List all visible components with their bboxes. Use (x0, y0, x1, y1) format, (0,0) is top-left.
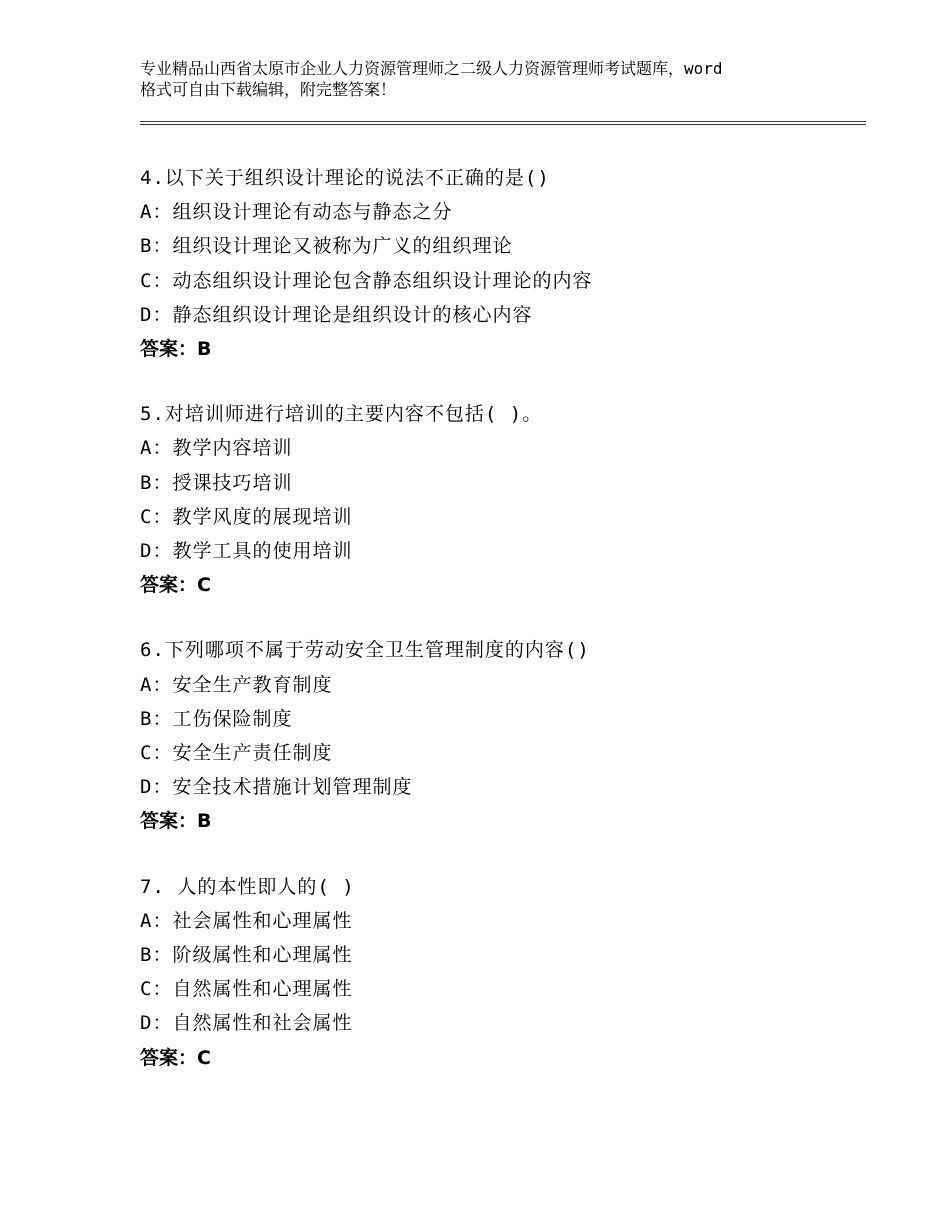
question-4 (140, 161, 866, 366)
answer-label: 答案：C (140, 574, 211, 597)
option-c: C：动态组织设计理论包含静态组织设计理论的内容 (140, 269, 593, 292)
option-c: C：安全生产责任制度 (140, 742, 333, 765)
question-5 (140, 397, 866, 602)
option-c: C：自然属性和心理属性 (140, 978, 353, 1001)
header-divider-bottom (140, 124, 866, 125)
question-7 (140, 870, 866, 1075)
header-line-1: 专业精品山西省太原市企业人力资源管理师之二级人力资源管理师考试题库，word (140, 59, 723, 78)
question-stem: 4.以下关于组织设计理论的说法不正确的是() (140, 167, 550, 189)
option-d: D：静态组织设计理论是组织设计的核心内容 (140, 303, 533, 326)
option-a: A：教学内容培训 (140, 437, 293, 460)
document-header (140, 58, 840, 100)
option-a: A：安全生产教育制度 (140, 673, 333, 696)
option-b: B：组织设计理论又被称为广义的组织理论 (140, 235, 513, 258)
header-line-2: 格式可自由下载编辑，附完整答案！ (140, 80, 397, 99)
header-divider-top (140, 121, 866, 122)
option-b: B：工伤保险制度 (140, 707, 293, 730)
answer-label: 答案：B (140, 810, 212, 833)
question-6 (140, 633, 866, 838)
option-d: D：教学工具的使用培训 (140, 540, 353, 563)
question-stem: 6.下列哪项不属于劳动安全卫生管理制度的内容() (140, 639, 590, 662)
option-d: D：安全技术措施计划管理制度 (140, 776, 413, 799)
option-d: D：自然属性和社会属性 (140, 1012, 353, 1035)
question-stem: 7. 人的本性即人的( ) (140, 875, 355, 898)
option-a: A：组织设计理论有动态与静态之分 (140, 201, 453, 224)
option-a: A：社会属性和心理属性 (140, 909, 353, 932)
option-b: B：阶级属性和心理属性 (140, 944, 353, 967)
option-b: B：授课技巧培训 (140, 471, 293, 494)
answer-label: 答案：C (140, 1046, 211, 1069)
option-c: C：教学风度的展现培训 (140, 505, 353, 528)
question-list (140, 161, 866, 1106)
answer-label: 答案：B (140, 338, 212, 361)
question-stem: 5.对培训师进行培训的主要内容不包括( )。 (140, 403, 543, 426)
